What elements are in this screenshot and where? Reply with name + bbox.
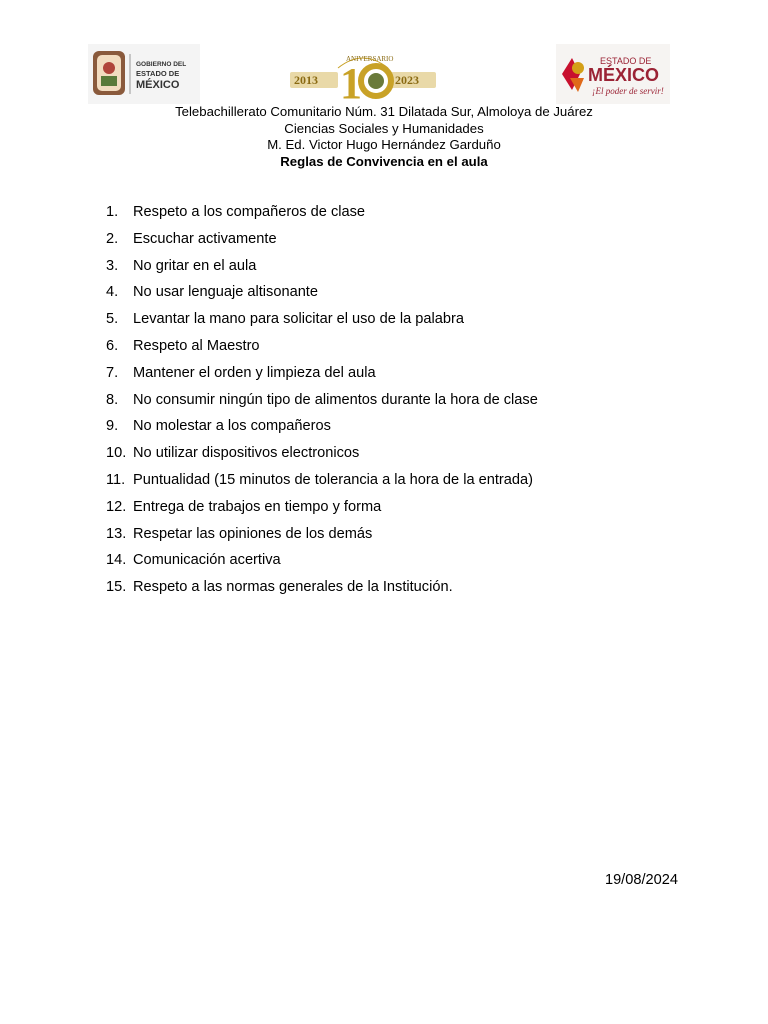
svg-text:2013: 2013 — [294, 73, 318, 87]
rule-text: No usar lenguaje altisonante — [133, 284, 318, 301]
rule-number: 5. — [106, 311, 119, 328]
rule-number: 13. — [106, 525, 127, 542]
rule-text: No gritar en el aula — [133, 257, 257, 274]
rule-text: Respeto a las normas generales de la Institución. — [133, 579, 453, 596]
teacher-name: M. Ed. Victor Hugo Hernández Garduño — [267, 137, 501, 152]
rule-item — [106, 549, 538, 576]
rule-item — [106, 496, 538, 523]
gobierno-estado-mexico-logo — [88, 44, 200, 104]
rule-text: Escuchar activamente — [133, 230, 277, 247]
rule-number: 12. — [106, 498, 127, 515]
rule-item — [106, 281, 538, 308]
rule-item — [106, 228, 538, 255]
rule-number: 10. — [106, 445, 127, 462]
rule-text: Mantener el orden y limpieza del aula — [133, 364, 376, 381]
rule-text: Respeto al Maestro — [133, 337, 260, 354]
svg-text:MÉXICO: MÉXICO — [588, 65, 660, 85]
rule-item — [106, 389, 538, 416]
rule-item — [106, 255, 538, 282]
rule-number: 7. — [106, 364, 119, 381]
rule-item — [106, 576, 538, 603]
rule-text: Puntualidad (15 minutos de tolerancia a la hora de la entrada) — [133, 471, 533, 488]
subject-area: Ciencias Sociales y Humanidades — [284, 120, 484, 136]
rule-item — [106, 469, 538, 496]
rule-item — [106, 201, 538, 228]
rule-text: No utilizar dispositivos electronicos — [133, 445, 360, 462]
rule-text: Entrega de trabajos en tiempo y forma — [133, 498, 382, 515]
rule-number: 2. — [106, 230, 119, 247]
rule-number: 9. — [106, 418, 119, 435]
rule-item — [106, 415, 538, 442]
svg-text:ESTADO DE: ESTADO DE — [136, 69, 180, 78]
rule-text: Comunicación acertiva — [133, 552, 281, 569]
document-date: 19/08/2024 — [604, 872, 678, 888]
rule-number: 8. — [106, 391, 119, 408]
svg-text:ANIVERSARIO: ANIVERSARIO — [346, 55, 394, 63]
coat-of-arms-icon — [88, 44, 200, 104]
rule-text: No consumir ningún tipo de alimentos durante la hora de clase — [133, 391, 538, 408]
svg-text:2023: 2023 — [395, 73, 419, 87]
svg-text:ESTADO DE: ESTADO DE — [600, 56, 652, 66]
rule-number: 15. — [106, 579, 127, 596]
rule-number: 11. — [106, 471, 126, 488]
rule-item — [106, 335, 538, 362]
rule-item — [106, 442, 538, 469]
rule-number: 14. — [106, 552, 127, 569]
rule-item — [106, 523, 538, 550]
school-name: Telebachillerato Comunitario Núm. 31 Dilatada Sur, Almoloya de Juárez — [175, 104, 593, 119]
rule-number: 1. — [106, 204, 119, 220]
estado-mexico-logo — [556, 44, 670, 104]
rule-item — [106, 362, 538, 389]
svg-text:1: 1 — [340, 59, 362, 104]
anniversary-emblem-icon — [286, 48, 440, 104]
rule-text: Respeto a los compañeros de clase — [133, 204, 366, 220]
aniversario-logo — [286, 48, 440, 104]
svg-text:MÉXICO: MÉXICO — [136, 79, 180, 91]
svg-text:¡El poder de servir!: ¡El poder de servir! — [592, 86, 664, 96]
svg-text:GOBIERNO DEL: GOBIERNO DEL — [136, 61, 187, 68]
document-title: Reglas de Convivencia en el aula — [280, 153, 488, 169]
rule-number: 4. — [106, 284, 119, 301]
rule-text: No molestar a los compañeros — [133, 418, 331, 435]
rule-text: Levantar la mano para solicitar el uso de la palabra — [133, 311, 464, 328]
estado-mexico-emblem-icon — [556, 44, 670, 104]
rule-text: Respetar las opiniones de los demás — [133, 525, 373, 542]
rule-item — [106, 308, 538, 335]
rule-number: 3. — [106, 257, 119, 274]
rule-number: 6. — [106, 337, 119, 354]
rules-list — [106, 201, 538, 603]
document-header — [0, 104, 768, 170]
